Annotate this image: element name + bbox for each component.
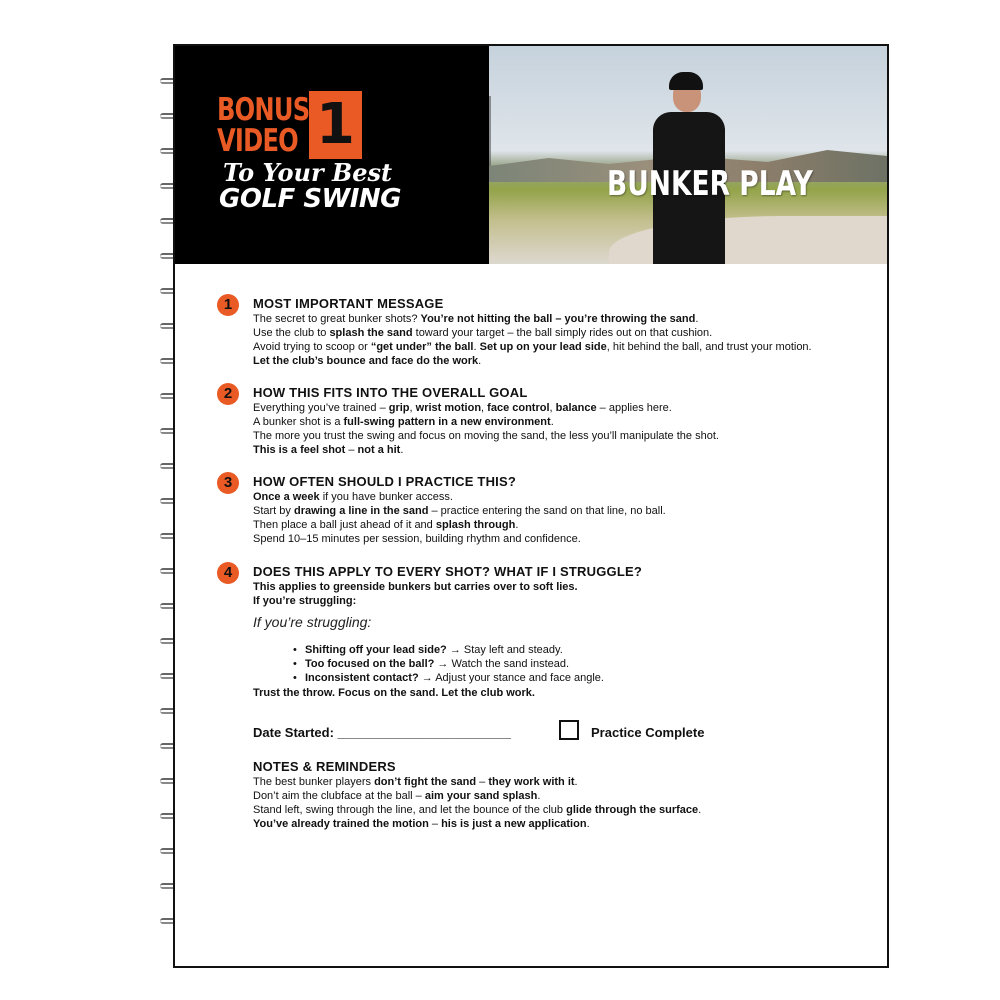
section-title: HOW OFTEN SHOULD I PRACTICE THIS? [253, 474, 516, 489]
section-title: MOST IMPORTANT MESSAGE [253, 296, 444, 311]
section-line: The secret to great bunker shots? You’re not hitting the ball – you’re throwing the sand. [253, 313, 699, 325]
notes-line: The best bunker players don’t fight the sand – they work with it. [253, 776, 578, 788]
section-line: Once a week if you have bunker access. [253, 491, 453, 503]
notes-line: Don’t aim the clubface at the ball – aim your sand splash. [253, 790, 541, 802]
section-line: This applies to greenside bunkers but carries over to soft lies. [253, 581, 578, 593]
closing-line: Trust the throw. Focus on the sand. Let the club work. [253, 687, 535, 699]
struggle-bullet: • Inconsistent contact? → Adjust your stance and face angle. [293, 672, 604, 684]
section-number-badge: 1 [217, 294, 239, 316]
section-line: Spend 10–15 minutes per session, building rhythm and confidence. [253, 533, 581, 545]
header-brand-panel [175, 46, 489, 264]
lesson-title: BUNKER PLAY [607, 164, 813, 204]
section-line: If you’re struggling: [253, 595, 357, 607]
section-line: Use the club to splash the sand toward your target – the ball simply rides out on that cushion. [253, 327, 713, 339]
section-number-badge: 3 [217, 472, 239, 494]
tree-silhouette [489, 96, 521, 166]
header-photo [489, 46, 887, 264]
section-line: The more you trust the swing and focus on moving the sand, the less you’ll manipulate the shot. [253, 430, 719, 442]
workbook-page [173, 44, 889, 968]
struggle-bullet: • Too focused on the ball? → Watch the sand instead. [293, 658, 570, 670]
section-line: Everything you’ve trained – grip, wrist motion, face control, balance – applies here. [253, 402, 672, 414]
section-line: Avoid trying to scoop or “get under” the ball. Set up on your lead side, hit behind the ball, and trust your motion. [253, 341, 812, 353]
section-line: Let the club’s bounce and face do the work. [253, 355, 482, 367]
section-line: This is a feel shot – not a hit. [253, 444, 404, 456]
notes-title: NOTES & REMINDERS [253, 759, 396, 774]
section-number-badge: 4 [217, 562, 239, 584]
tagline-script: To Your Best [223, 158, 393, 187]
section-line: Start by drawing a line in the sand – practice entering the sand on that line, no ball. [253, 505, 666, 517]
struggle-bullet: • Shifting off your lead side? → Stay left and steady. [293, 644, 563, 656]
video-number: 1 [309, 91, 362, 159]
section-title: DOES THIS APPLY TO EVERY SHOT? WHAT IF I STRUGGLE? [253, 564, 642, 579]
tagline-bold: GOLF SWING [219, 184, 402, 214]
video-label: VIDEO [217, 123, 298, 159]
struggling-label: If you’re struggling: [253, 614, 372, 630]
date-started-field[interactable]: Date Started: ________________________ [253, 725, 512, 740]
section-line: A bunker shot is a full-swing pattern in a new environment. [253, 416, 554, 428]
practice-complete-label: Practice Complete [591, 725, 705, 740]
notes-line: Stand left, swing through the line, and let the bounce of the club glide through the surface. [253, 804, 702, 816]
page-header [175, 46, 887, 264]
section-title: HOW THIS FITS INTO THE OVERALL GOAL [253, 385, 528, 400]
bonus-label: BONUS [217, 92, 310, 128]
practice-complete-checkbox[interactable] [559, 720, 579, 740]
notes-line: You’ve already trained the motion – his is just a new application. [253, 818, 590, 830]
section-number-badge: 2 [217, 383, 239, 405]
section-line: Then place a ball just ahead of it and splash through. [253, 519, 519, 531]
